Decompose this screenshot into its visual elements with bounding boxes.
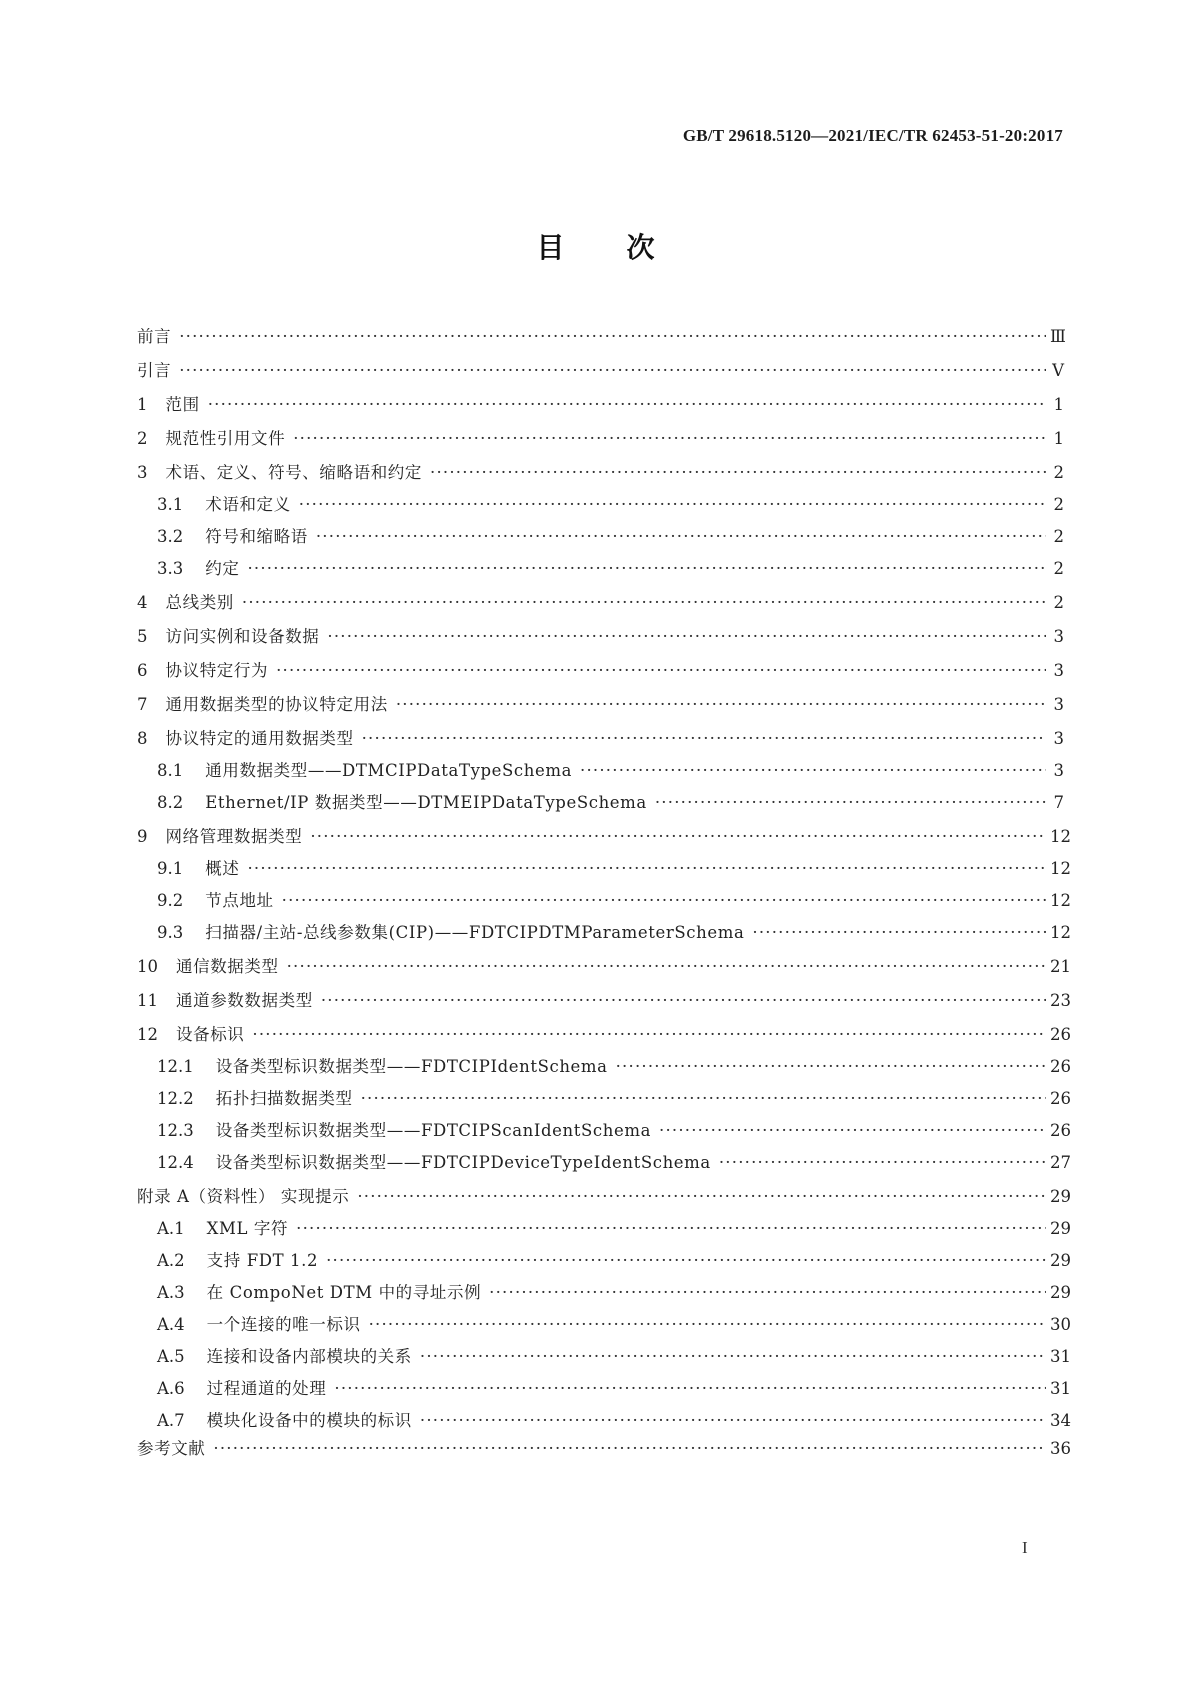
toc-entry[interactable] [137, 826, 1071, 848]
toc-entry-page: 30 [1050, 1315, 1071, 1334]
toc-entry-label: 协议特定的通用数据类型 [165, 729, 354, 748]
toc-dot-leader [362, 728, 1046, 750]
toc-entry[interactable] [137, 428, 1064, 450]
toc-entry[interactable] [137, 526, 1064, 548]
toc-dot-leader [369, 1314, 1046, 1336]
toc-entry[interactable] [137, 1410, 1071, 1432]
toc-entry-number: 12.1 [157, 1057, 194, 1076]
toc-entry[interactable] [137, 1282, 1071, 1304]
toc-entry-label: 概述 [205, 859, 240, 878]
toc-entry-label: 通用数据类型的协议特定用法 [165, 695, 388, 714]
toc-entry-label: 协议特定行为 [165, 661, 269, 680]
toc-entry-number: A.7 [157, 1411, 185, 1430]
toc-entry[interactable] [137, 1056, 1071, 1078]
toc-entry[interactable] [137, 956, 1071, 978]
toc-entry-page: 1 [1053, 395, 1064, 414]
toc-entry[interactable] [137, 1120, 1071, 1142]
toc-entry-page: 2 [1053, 593, 1064, 612]
toc-entry[interactable] [137, 858, 1071, 880]
toc-entry-number: 12.3 [157, 1121, 194, 1140]
toc-dot-leader [316, 526, 1046, 548]
toc-dot-leader [179, 326, 1046, 348]
toc-dot-leader [321, 990, 1046, 1012]
toc-dot-leader [208, 394, 1046, 416]
toc-entry-page: 29 [1050, 1283, 1071, 1302]
toc-entry-page: 27 [1050, 1153, 1071, 1172]
toc-dot-leader [326, 1250, 1046, 1272]
toc-entry-number: 9.3 [157, 923, 184, 942]
toc-entry-label: 过程通道的处理 [206, 1379, 327, 1398]
toc-entry[interactable] [137, 1250, 1071, 1272]
toc-dot-leader [213, 1438, 1046, 1460]
toc-dot-leader [252, 1024, 1046, 1046]
toc-entry-label: 规范性引用文件 [165, 429, 286, 448]
toc-entry-label: 约定 [205, 559, 240, 578]
toc-entry-number: 1 [137, 395, 148, 414]
toc-entry-number: A.1 [157, 1219, 185, 1238]
toc-dot-leader [310, 826, 1046, 848]
toc-entry[interactable] [137, 728, 1064, 750]
toc-entry-number: A.2 [157, 1251, 185, 1270]
toc-entry-page: 12 [1050, 923, 1071, 942]
standard-code: GB/T 29618.5120—2021/IEC/TR 62453-51-20:2017 [682, 126, 1063, 145]
toc-dot-leader [430, 462, 1046, 484]
toc-entry-page: 2 [1053, 559, 1064, 578]
toc-entry-label: 连接和设备内部模块的关系 [206, 1347, 412, 1366]
toc-dot-leader [357, 1186, 1046, 1208]
toc-entry[interactable] [137, 1346, 1071, 1368]
toc-dot-leader [293, 428, 1046, 450]
toc-dot-leader [247, 858, 1046, 880]
toc-entry-label: 在 CompoNet DTM 中的寻址示例 [206, 1283, 482, 1302]
toc-entry-page: 36 [1050, 1439, 1071, 1458]
toc-entry-number: 5 [137, 627, 148, 646]
toc-entry[interactable] [137, 922, 1071, 944]
toc-dot-leader [616, 1056, 1046, 1078]
toc-entry-number: 4 [137, 593, 148, 612]
toc-entry-page: Ⅲ [1050, 327, 1066, 346]
toc-entry-number: 12.2 [157, 1089, 194, 1108]
toc-entry[interactable] [137, 1438, 1071, 1460]
toc-entry-page: 3 [1053, 695, 1064, 714]
toc-entry-label: 附录 A（资料性） 实现提示 [137, 1187, 350, 1206]
toc-dot-leader [276, 660, 1046, 682]
toc-entry[interactable] [137, 890, 1071, 912]
toc-entry-page: 3 [1053, 627, 1064, 646]
toc-entry-label: 设备标识 [176, 1025, 245, 1044]
toc-entry-label: 术语、定义、符号、缩略语和约定 [165, 463, 422, 482]
toc-entry-label: XML 字符 [206, 1219, 289, 1238]
toc-entry-page: 12 [1050, 827, 1071, 846]
toc-entry-page: 2 [1053, 463, 1064, 482]
toc-entry-label: 访问实例和设备数据 [165, 627, 320, 646]
toc-entry-label: 引言 [137, 361, 172, 380]
toc-entry-label: 总线类别 [165, 593, 234, 612]
toc-entry-number: 7 [137, 695, 148, 714]
toc-entry-page: 26 [1050, 1121, 1071, 1140]
toc-entry-number: 3.2 [157, 527, 184, 546]
toc-entry-number: 8.1 [157, 761, 184, 780]
toc-entry-page: 26 [1050, 1057, 1071, 1076]
toc-entry-number: 8.2 [157, 793, 184, 812]
toc-entry[interactable] [137, 360, 1064, 382]
toc-entry-page: 23 [1050, 991, 1071, 1010]
toc-dot-leader [659, 1120, 1046, 1142]
toc-entry-page: 1 [1053, 429, 1064, 448]
toc-entry[interactable] [137, 760, 1064, 782]
toc-entry[interactable] [137, 990, 1071, 1012]
toc-entry-number: 3.1 [157, 495, 184, 514]
toc-entry-page: 3 [1053, 761, 1064, 780]
toc-entry-number: A.5 [157, 1347, 185, 1366]
toc-dot-leader [247, 558, 1046, 580]
toc-entry-number: 10 [137, 957, 158, 976]
page-title: 目次 [536, 231, 717, 264]
toc-entry-label: 前言 [137, 327, 172, 346]
table-of-contents [137, 326, 1071, 1460]
toc-entry-label: 范围 [165, 395, 200, 414]
toc-entry-number: A.6 [157, 1379, 185, 1398]
toc-entry[interactable] [137, 1378, 1071, 1400]
toc-entry-number: 9.1 [157, 859, 184, 878]
toc-entry-label: 术语和定义 [205, 495, 291, 514]
toc-dot-leader [299, 494, 1046, 516]
toc-dot-leader [396, 694, 1046, 716]
toc-entry[interactable] [137, 592, 1064, 614]
toc-entry-page: 34 [1050, 1411, 1071, 1430]
toc-dot-leader [420, 1346, 1046, 1368]
toc-entry[interactable] [137, 694, 1064, 716]
toc-entry-number: 6 [137, 661, 148, 680]
toc-entry[interactable] [137, 660, 1064, 682]
toc-entry-number: 12 [137, 1025, 158, 1044]
toc-entry[interactable] [137, 1152, 1071, 1174]
toc-entry-label: 设备类型标识数据类型——FDTCIPIdentSchema [215, 1057, 608, 1076]
toc-entry-page: 26 [1050, 1025, 1071, 1044]
toc-entry-number: 12.4 [157, 1153, 194, 1172]
toc-entry[interactable] [137, 558, 1064, 580]
toc-dot-leader [719, 1152, 1046, 1174]
toc-dot-leader [489, 1282, 1046, 1304]
toc-dot-leader [242, 592, 1046, 614]
page-number: I [1022, 1538, 1028, 1557]
toc-entry[interactable] [137, 394, 1064, 416]
toc-entry[interactable] [137, 326, 1064, 348]
toc-entry-label: 一个连接的唯一标识 [206, 1315, 361, 1334]
toc-dot-leader [327, 626, 1046, 648]
toc-dot-leader [287, 956, 1046, 978]
toc-entry[interactable] [137, 494, 1064, 516]
toc-entry[interactable] [137, 792, 1064, 814]
toc-dot-leader [282, 890, 1046, 912]
toc-entry-page: 12 [1050, 891, 1071, 910]
toc-entry-label: 设备类型标识数据类型——FDTCIPDeviceTypeIdentSchema [215, 1153, 711, 1172]
toc-entry-number: 9 [137, 827, 148, 846]
toc-entry-number: 2 [137, 429, 148, 448]
toc-entry-page: 3 [1053, 729, 1064, 748]
toc-entry-number: 8 [137, 729, 148, 748]
toc-entry-page: 29 [1050, 1219, 1071, 1238]
toc-entry-number: 3.3 [157, 559, 184, 578]
toc-dot-leader [296, 1218, 1046, 1240]
toc-entry[interactable] [137, 1024, 1071, 1046]
toc-entry-page: 21 [1050, 957, 1071, 976]
toc-entry-number: 3 [137, 463, 148, 482]
toc-entry[interactable] [137, 1186, 1071, 1208]
toc-entry-page: 3 [1053, 661, 1064, 680]
toc-entry-label: 参考文献 [137, 1439, 206, 1458]
toc-entry-label: 符号和缩略语 [205, 527, 308, 546]
toc-entry-page: 7 [1053, 793, 1064, 812]
toc-entry-label: 扫描器/主站-总线参数集(CIP)——FDTCIPDTMParameterSchema [205, 923, 745, 942]
toc-dot-leader [580, 760, 1046, 782]
toc-entry-label: 通道参数数据类型 [176, 991, 313, 1010]
toc-entry-number: 9.2 [157, 891, 184, 910]
toc-entry-page: 2 [1053, 527, 1064, 546]
toc-entry[interactable] [137, 1218, 1071, 1240]
toc-entry-label: Ethernet/IP 数据类型——DTMEIPDataTypeSchema [205, 793, 647, 812]
toc-entry-label: 节点地址 [205, 891, 274, 910]
toc-entry-number: 11 [137, 991, 158, 1010]
toc-entry-label: 模块化设备中的模块的标识 [206, 1411, 412, 1430]
toc-entry-number: A.3 [157, 1283, 185, 1302]
toc-entry-label: 拓扑扫描数据类型 [215, 1089, 353, 1108]
toc-entry-label: 支持 FDT 1.2 [206, 1251, 319, 1270]
toc-dot-leader [334, 1378, 1046, 1400]
toc-entry[interactable] [137, 1088, 1071, 1110]
toc-entry[interactable] [137, 1314, 1071, 1336]
toc-entry-label: 通用数据类型——DTMCIPDataTypeSchema [205, 761, 573, 780]
toc-entry-label: 设备类型标识数据类型——FDTCIPScanIdentSchema [215, 1121, 652, 1140]
toc-dot-leader [179, 360, 1046, 382]
toc-entry-page: 29 [1050, 1251, 1071, 1270]
toc-entry[interactable] [137, 462, 1064, 484]
toc-entry-page: 29 [1050, 1187, 1071, 1206]
toc-entry-label: 通信数据类型 [176, 957, 279, 976]
toc-dot-leader [361, 1088, 1046, 1110]
toc-entry-page: 12 [1050, 859, 1071, 878]
toc-entry-page: 31 [1050, 1347, 1071, 1366]
toc-entry-page: 26 [1050, 1089, 1071, 1108]
toc-entry-page: 2 [1053, 495, 1064, 514]
toc-entry-page: Ⅴ [1052, 361, 1064, 380]
toc-dot-leader [752, 922, 1046, 944]
toc-entry[interactable] [137, 626, 1064, 648]
toc-entry-label: 网络管理数据类型 [165, 827, 303, 846]
toc-entry-number: A.4 [157, 1315, 185, 1334]
toc-dot-leader [420, 1410, 1046, 1432]
toc-dot-leader [655, 792, 1046, 814]
toc-entry-page: 31 [1050, 1379, 1071, 1398]
